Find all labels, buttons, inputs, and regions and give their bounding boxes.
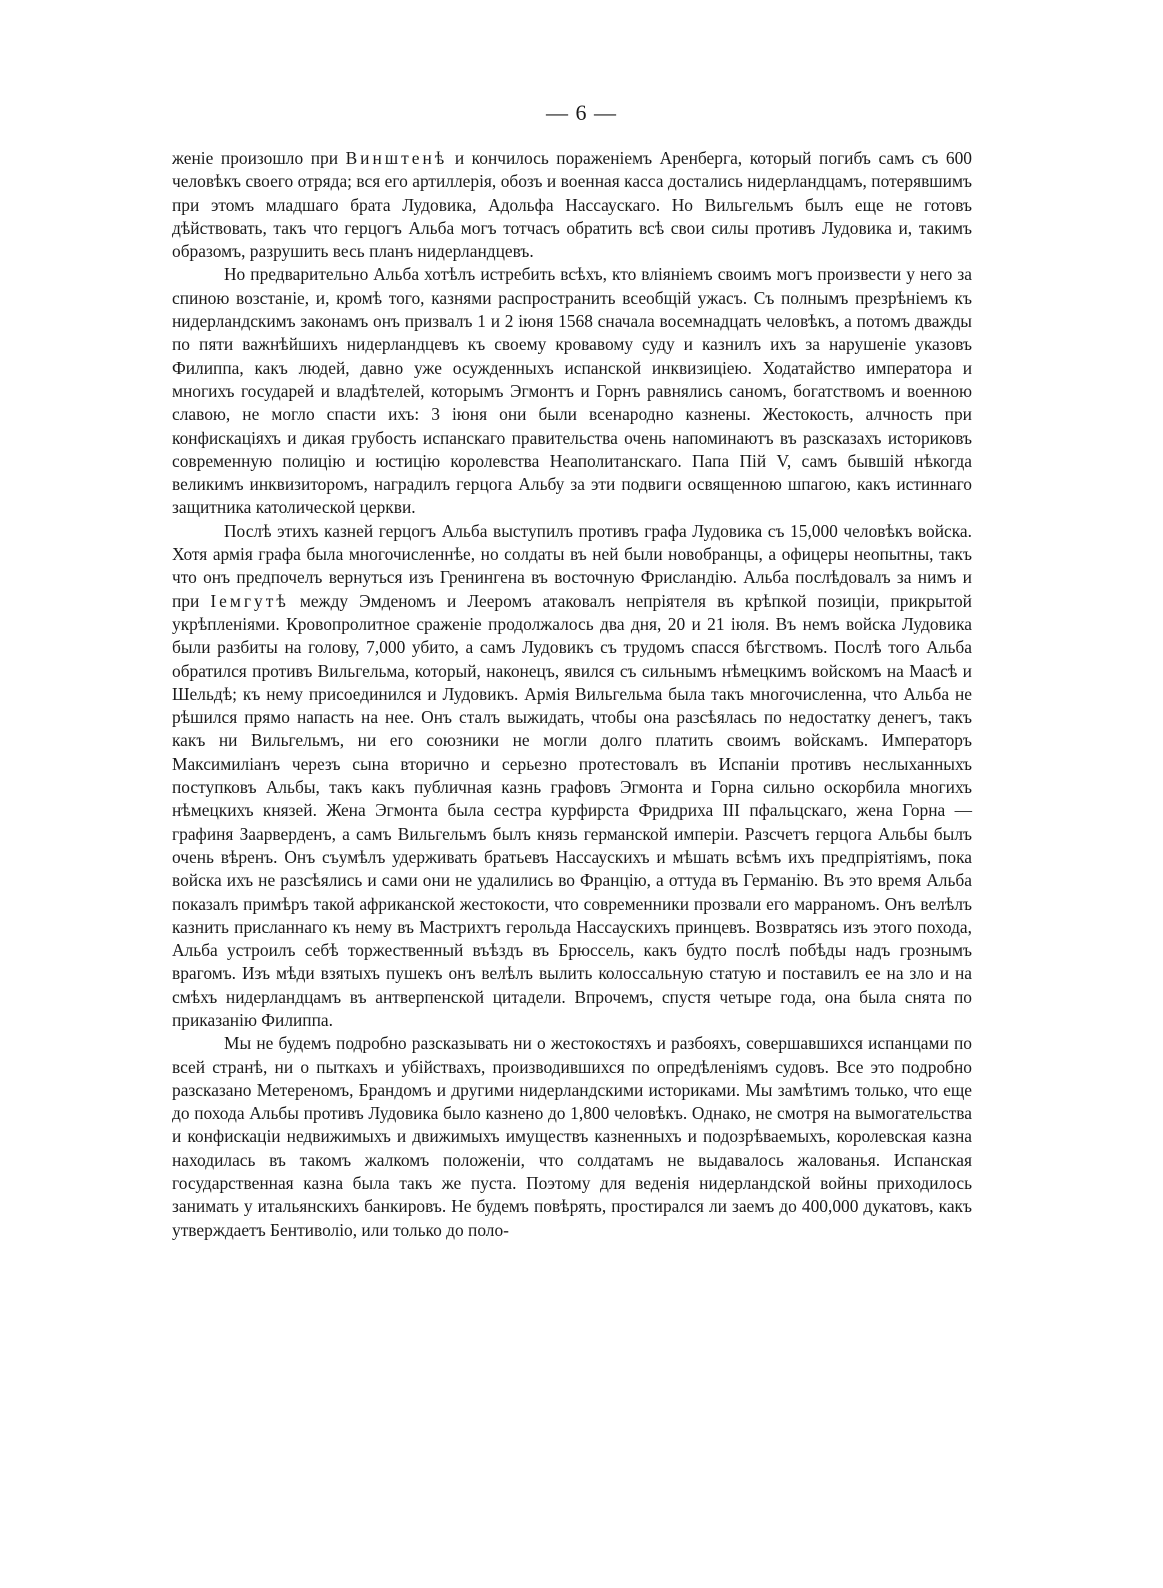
paragraph-1-text-a: женіе произошло при (172, 148, 346, 168)
paragraph-4: Мы не будемъ подробно разсказывать ни о жестокостяхъ и разбояхъ, совершавшихся испанцами по всей странѣ, ни о пыткахъ и убійствахъ, производившихся по опредѣленіямъ судовъ. Все это подробно разсказано Метереномъ, Брандомъ и другими нидерландскими историками. Мы замѣтимъ только, что еще до похода Альбы противъ Лудовика было казнено до 1,800 человѣкъ. Однако, не смотря на вымогательства и конфискаціи недвижимыхъ и движимыхъ имуществъ казненныхъ и подозрѣваемыхъ, королевская казна находилась въ такомъ жалкомъ положеніи, что солдатамъ не выдавалось жалованья. Испанская государственная казна была такъ же пуста. Поэтому для веденія нидерландской войны приходилось занимать у итальянскихъ банкировъ. Не будемъ повѣрять, простирался ли заемъ до 400,000 дукатовъ, какъ утверждаетъ Бентиволіо, или только до поло- (172, 1033, 972, 1240)
place-name-vinshoten: Винштенѣ (345, 148, 448, 168)
paragraph-2: Но предварительно Альба хотѣлъ истребить всѣхъ, кто вліяніемъ своимъ могъ произвести у него за спиною возстаніе, и, кромѣ того, казнями распространить всеобщій ужасъ. Съ полнымъ презрѣніемъ къ нидерландскимъ законамъ онъ призвалъ 1 и 2 іюня 1568 сначала восемнадцать человѣкъ, а потомъ дважды по пяти важнѣйшихъ нидерландцевъ къ своему кровавому суду и казнилъ ихъ за нарушеніе указовъ Филиппа, какъ людей, давно уже осужденныхъ испанской инквизиціею. Ходатайство императора и многихъ государей и владѣтелей, которымъ Эгмонтъ и Горнъ равнялись саномъ, богатствомъ и военною славою, не могло спасти ихъ: 3 іюня они были всенародно казнены. Жестокость, алчность при конфискаціяхъ и дикая грубость испанскаго правительства очень напоминаютъ въ разсказахъ историковъ современную полицію и юстицію королевства Неаполитанскаго. Папа Пій V, самъ бывшій нѣкогда великимъ инквизиторомъ, наградилъ герцога Альбу за эти подвиги освященною шпагою, какъ истиннаго защитника католической церкви. (172, 264, 972, 518)
paragraph-1-text-b: и кончилось пораженіемъ Аренберга, который погибъ самъ съ 600 человѣкъ своего отряда; вся его артиллерія, обозъ и военная касса достались нидерландцамъ, потерявшимъ при этомъ младшаго брата Лудовика, Адольфа Нассаускаго. Но Вильгельмъ былъ еще не готовъ дѣйствовать, такъ что герцогъ Альба могъ тотчасъ обратить всѣ свои силы противъ Лудовика и, такимъ образомъ, разрушить весь планъ нидерландцевъ. (172, 148, 972, 262)
page-number: — 6 — (546, 100, 617, 125)
text-column (172, 147, 972, 1242)
paragraph-3 (172, 520, 972, 1033)
paragraph-3-text-b: между Эмденомъ и Лееромъ атаковалъ непріятеля въ крѣпкой позиціи, прикрытой укрѣпленіями. Кровопролитное сраженіе продолжалось два дня, 20 и 21 іюля. Въ немъ войска Лудовика были разбиты на голову, 7,000 убито, а самъ Лудовикъ съ трудомъ спасся бѣгствомъ. Послѣ того Альба обратился противъ Вильгельма, который, наконецъ, явился съ сильнымъ нѣмецкимъ войскомъ на Маасѣ и Шельдѣ; къ нему присоединился и Лудовикъ. Армія Вильгельма была такъ многочисленна, что Альба не рѣшился прямо напасть на нее. Онъ сталъ выжидать, чтобы она разсѣялась по недостатку денегъ, такъ какъ ни Вильгельмъ, ни его союзники не могли долго платить своимъ войскамъ. Императоръ Максимиліанъ черезъ сына вторично и серьезно протестовалъ въ Испаніи противъ неслыханныхъ поступковъ Альбы, такъ какъ публичная казнь графовъ Эгмонта и Горна сильно оскорбила многихъ нѣмецкихъ князей. Жена Эгмонта была сестра курфирста Фридриха III пфальцскаго, жена Горна — графиня Заарверденъ, а самъ Вильгельмъ былъ князь германской имперіи. Разсчетъ герцога Альбы былъ очень вѣренъ. Онъ съумѣлъ удерживать братьевъ Нассаускихъ и мѣшать всѣмъ ихъ предпріятіямъ, пока войска ихъ не разсѣялись и сами они не удалились во Францію, а оттуда въ Германію. Въ это время Альба показалъ примѣръ такой африканской жестокости, что современники прозвали его марраномъ. Онъ велѣлъ казнить присланнаго къ нему въ Мастрихтъ герольда Нассаускихъ принцевъ. Возвратясь изъ этого похода, Альба устроилъ себѣ торжественный въѣздъ въ Брюссель, какъ будто послѣ побѣды надъ грознымъ врагомъ. Изъ мѣди взятыхъ пушекъ онъ велѣлъ вылить колоссальную статую и поставилъ ее на зло и на смѣхъ нидерландцамъ въ антверпенской цитадели. Впрочемъ, спустя четыре года, она была снята по приказанію Филиппа. (172, 590, 972, 1030)
paragraph-3-text-a: Послѣ этихъ казней герцогъ Альба выступилъ противъ графа Лудовика съ 15,000 человѣкъ войска. Хотя армія графа была многочисленнѣе, но солдаты въ ней были новобранцы, а офицеры неопытны, такъ что онъ предпочелъ вернуться изъ Гренингена въ восточную Фрисландію. Альба послѣдовалъ за нимъ и при (172, 520, 972, 611)
place-name-iemgute: Іемгутѣ (210, 590, 289, 611)
paragraph-1 (172, 147, 972, 263)
